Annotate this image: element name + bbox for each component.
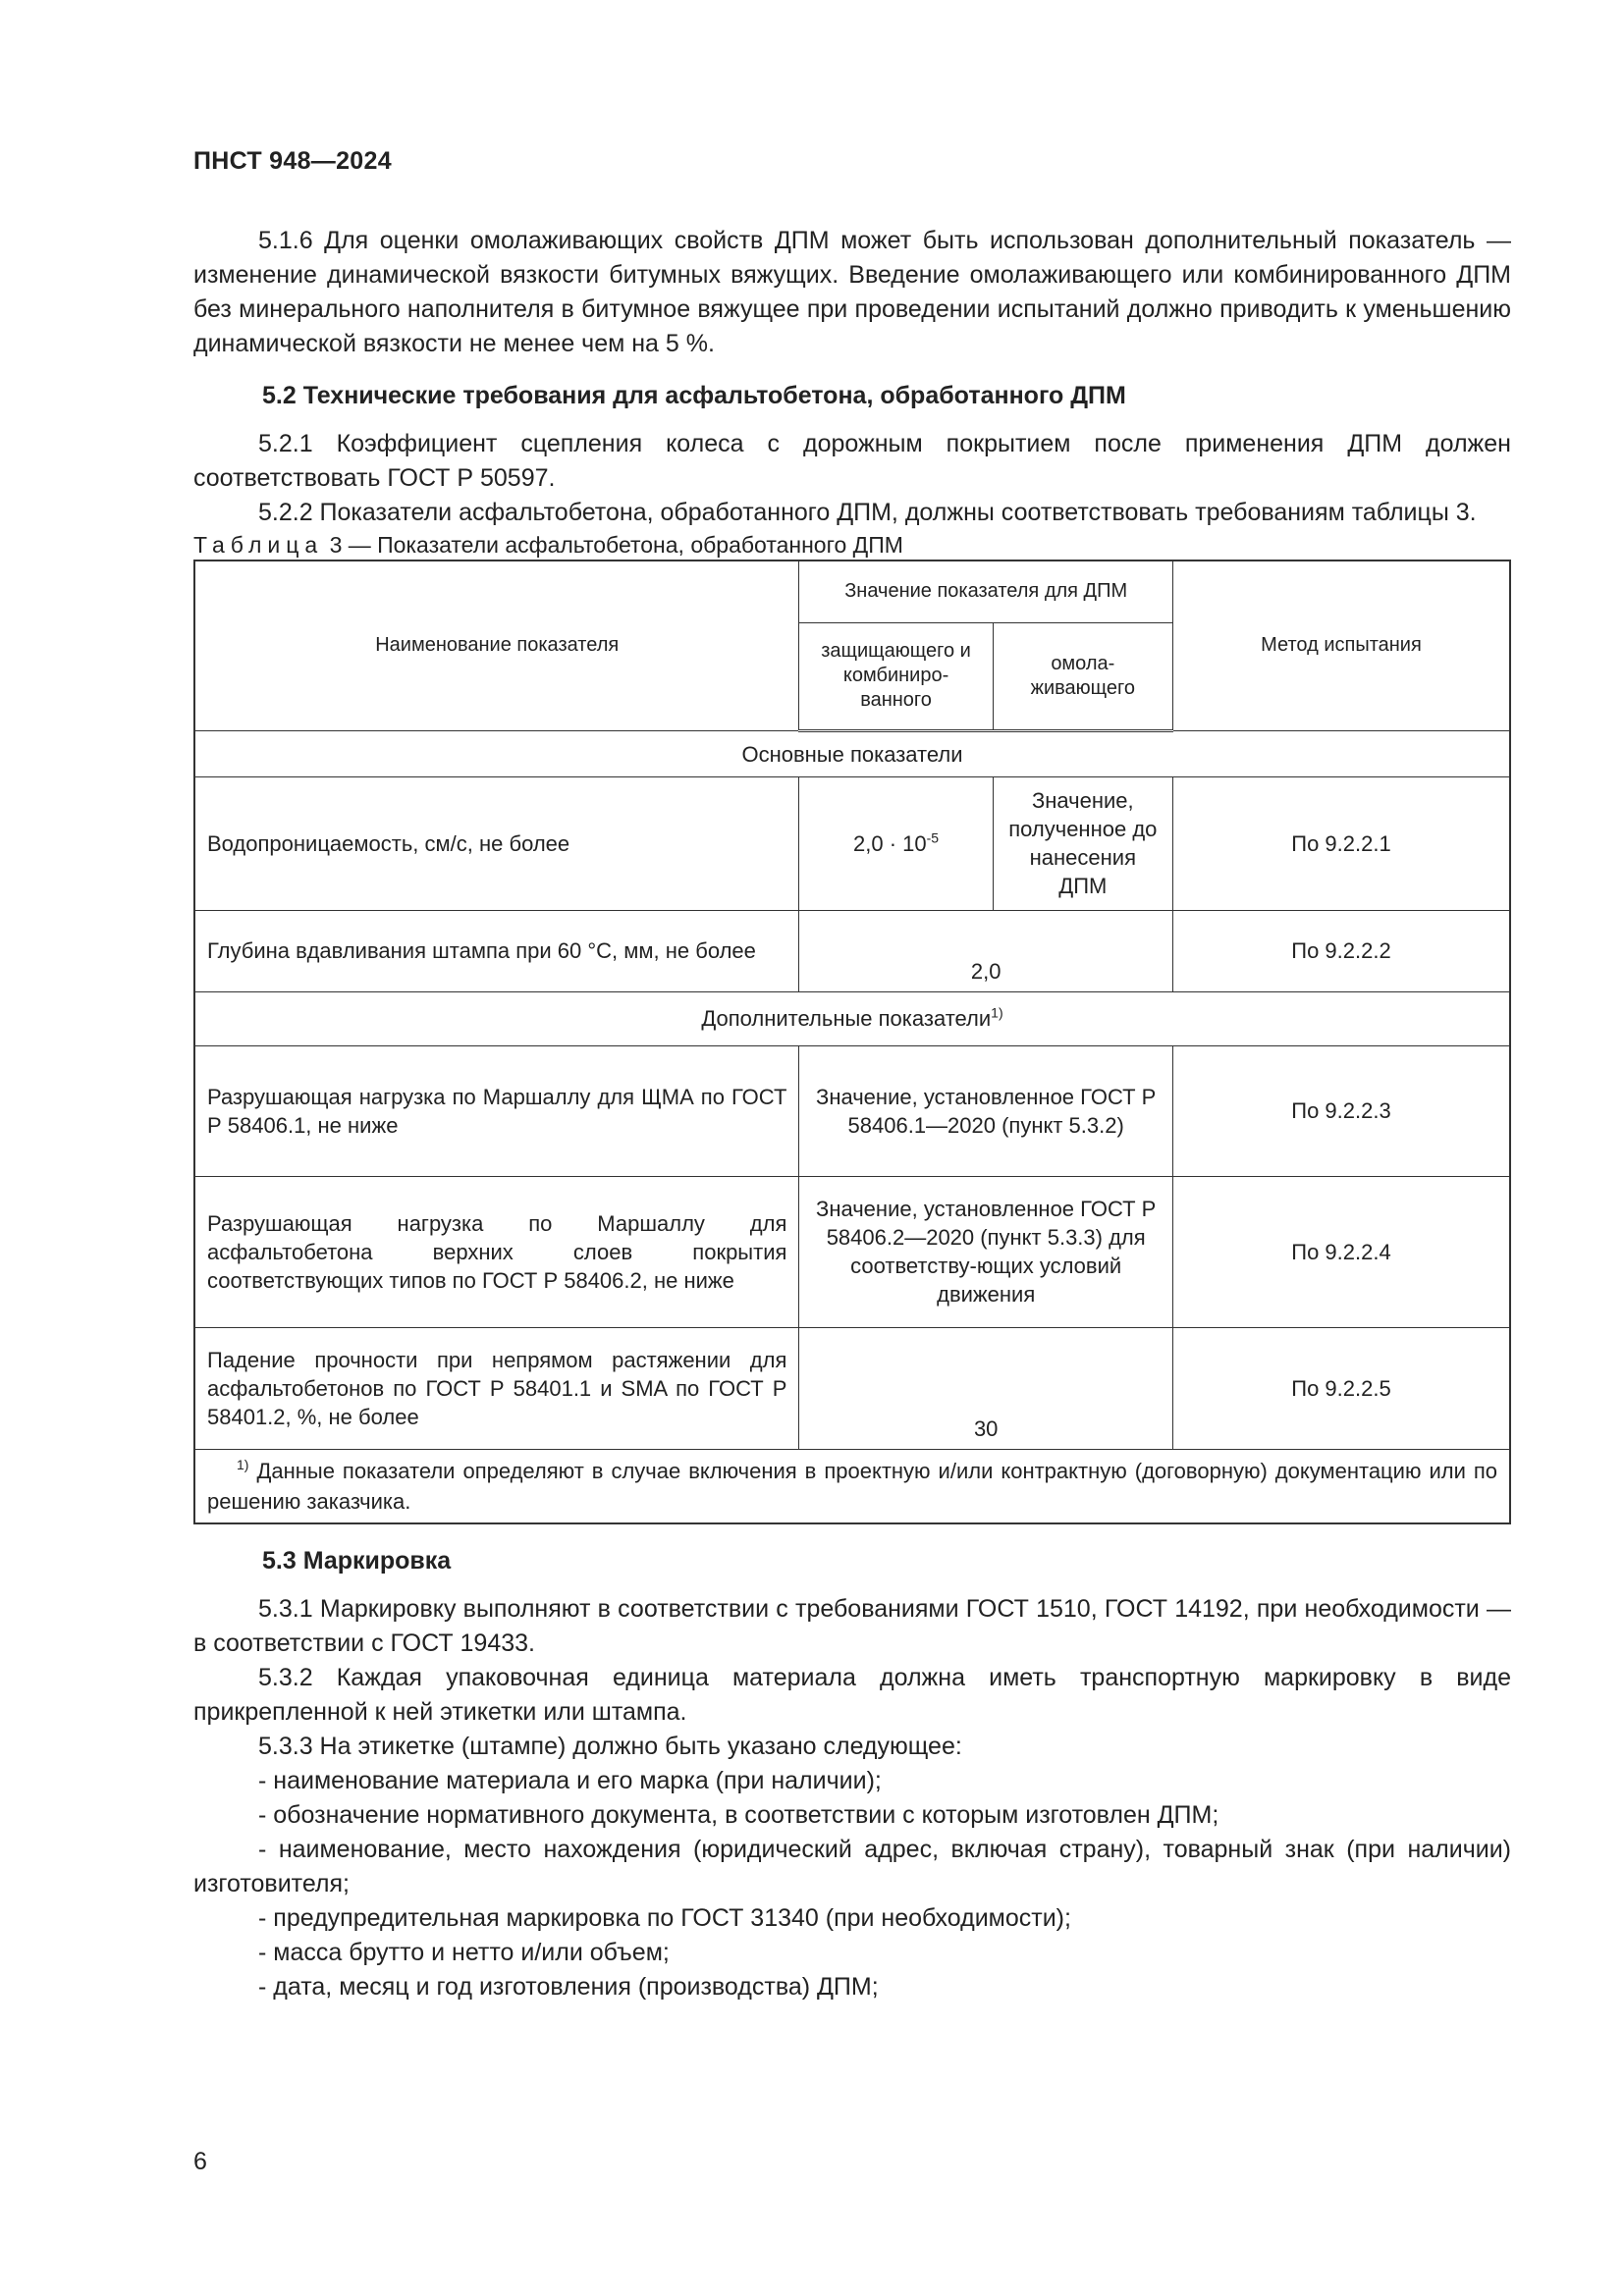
paragraph-5-1-6: 5.1.6 Для оценки омолаживающих свойств ДПМ может быть использован дополнительный показатель — изменение динамической вязкости битумных вяжущих. Введение омолаживающего или комбинированного ДПМ без минерального наполнителя в битумное вяжущее при проведении испытаний должно приводить к уменьшению динамической вязкости не менее чем на 5 %.	[193, 227, 1511, 357]
paragraph-5-3-2: 5.3.2 Каждая упаковочная единица материала должна иметь транспортную маркировку в виде прикрепленной к ней этикетки или штампа.	[193, 1664, 1511, 1726]
cell-value: Значение, установленное ГОСТ Р 58406.1—2020 (пункт 5.3.2)	[799, 1045, 1173, 1176]
group-row-additional	[194, 991, 1510, 1045]
table-row	[194, 1176, 1510, 1327]
header-protective-combined: защищающего и комбиниро-ванного	[799, 622, 993, 730]
document-code: ПНСТ 948—2024	[193, 147, 392, 175]
list-item: - обозначение нормативного документа, в соответствии с которым изготовлен ДПМ;	[193, 1798, 1511, 1833]
page-content	[193, 224, 1511, 2004]
cell-method: По 9.2.2.1	[1172, 776, 1510, 910]
cell-value: Значение, установленное ГОСТ Р 58406.2—2020 (пункт 5.3.3) для соответству-ющих условий движения	[799, 1176, 1173, 1327]
paragraph-5-2-2: 5.2.2 Показатели асфальтобетона, обработанного ДПМ, должны соответствовать требованиям таблицы 3.	[258, 499, 1477, 526]
footnote-text: Данные показатели определяют в случае включения в проектную и/или контрактную (договорную) документацию или по решению заказчика.	[207, 1458, 1497, 1514]
cell-method: По 9.2.2.5	[1172, 1327, 1510, 1449]
table-caption	[193, 530, 1511, 560]
group-row-main: Основные показатели	[194, 730, 1510, 776]
value-exponent: -5	[926, 829, 940, 846]
section-heading-5-2: 5.2 Технические требования для асфальтобетона, обработанного ДПМ	[262, 382, 1126, 409]
table-caption-text: 3 — Показатели асфальтобетона, обработанного ДПМ	[323, 532, 903, 558]
list-item: - наименование материала и его марка (при наличии);	[193, 1764, 1511, 1798]
header-value-group: Значение показателя для ДПМ	[799, 561, 1173, 622]
page-number: 6	[193, 2148, 207, 2175]
list-item: - предупредительная маркировка по ГОСТ 31340 (при необходимости);	[193, 1901, 1511, 1936]
list-item: - наименование, место нахождения (юридический адрес, включая страну), товарный знак (при наличии) изготовителя;	[193, 1833, 1511, 1901]
table-row	[194, 776, 1510, 910]
table-row	[194, 1045, 1510, 1176]
table-row	[194, 1327, 1510, 1449]
cell-name: Разрушающая нагрузка по Маршаллу для асфальтобетона верхних слоев покрытия соответствующих типов по ГОСТ Р 58406.2, не ниже	[194, 1176, 799, 1327]
paragraph-5-3-1: 5.3.1 Маркировку выполняют в соответствии с требованиями ГОСТ 1510, ГОСТ 14192, при необходимости — в соответствии с ГОСТ 19433.	[193, 1595, 1511, 1657]
list-item: - дата, месяц и год изготовления (производства) ДПМ;	[193, 1970, 1511, 2004]
header-test-method: Метод испытания	[1172, 561, 1510, 730]
cell-value: 30	[799, 1327, 1173, 1449]
cell-name: Глубина вдавливания штампа при 60 °С, мм, не более	[194, 910, 799, 991]
cell-value: 2,0	[799, 910, 1173, 991]
value-base: 2,0 · 10	[853, 830, 927, 856]
cell-value-rejuvenating: Значение, полученное до нанесения ДПМ	[993, 776, 1172, 910]
cell-method: По 9.2.2.3	[1172, 1045, 1510, 1176]
cell-method: По 9.2.2.4	[1172, 1176, 1510, 1327]
cell-method: По 9.2.2.2	[1172, 910, 1510, 991]
table-footnote: $^{1)}$ Данные показатели определяют в случае включения в проектную и/или контрактную (договорную) документацию или по решению заказчика.	[194, 1449, 1510, 1523]
footnote-ref: 1)	[991, 1004, 1003, 1021]
cell-value	[799, 776, 993, 910]
paragraph-5-2-1: 5.2.1 Коэффициент сцепления колеса с дорожным покрытием после применения ДПМ должен соответствовать ГОСТ Р 50597.	[193, 430, 1511, 492]
cell-name: Водопроницаемость, см/с, не более	[194, 776, 799, 910]
table-row	[194, 910, 1510, 991]
list-item: - масса брутто и нетто и/или объем;	[193, 1936, 1511, 1970]
table-caption-label: Таблица	[193, 532, 324, 558]
section-heading-5-3: 5.3 Маркировка	[262, 1547, 452, 1575]
indicators-table	[193, 560, 1511, 1524]
paragraph-5-3-3: 5.3.3 На этикетке (штампе) должно быть указано следующее:	[258, 1733, 962, 1760]
header-indicator-name: Наименование показателя	[194, 561, 799, 730]
group-additional-label: Дополнительные показатели	[701, 1006, 992, 1031]
label-requirements-list	[193, 1764, 1511, 2004]
header-rejuvenating: омола-живающего	[993, 622, 1172, 730]
cell-name: Разрушающая нагрузка по Маршаллу для ЩМА по ГОСТ Р 58406.1, не ниже	[194, 1045, 799, 1176]
cell-name: Падение прочности при непрямом растяжении для асфальтобетонов по ГОСТ Р 58401.1 и SMA по ГОСТ Р 58401.2, %, не более	[194, 1327, 799, 1449]
